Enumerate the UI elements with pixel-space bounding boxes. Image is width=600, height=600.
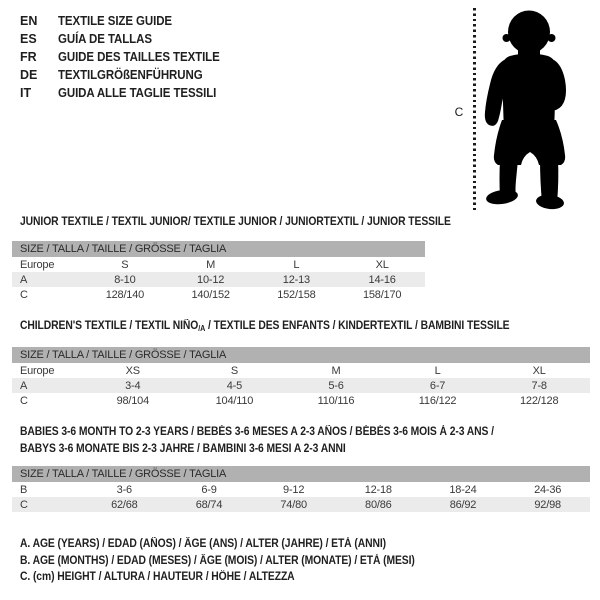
table-row [12,363,590,378]
language-code: ES [20,32,37,46]
table-row [12,378,590,393]
language-title: TEXTILE SIZE GUIDE [58,14,173,28]
language-title: GUÍA DE TALLAS [58,32,152,46]
language-title: GUIDA ALLE TAGLIE TESSILI [58,86,217,100]
table-cell: 12-18 [364,483,392,496]
table-header-label: SIZE / TALLA / TAILLE / GRÖSSE / TAGLIA [12,347,590,363]
table-row [12,287,425,302]
table-cell: S [121,258,129,271]
row-label: Europe [20,364,55,377]
section-heading-junior: JUNIOR TEXTILE / TEXTIL JUNIOR/ TEXTILE JUNIOR / JUNIORTEXTIL / JUNIOR TESSILE [20,216,451,228]
table-header-row [12,347,590,363]
language-title: GUIDE DES TAILLES TEXTILE [58,50,220,64]
language-code: EN [20,14,38,28]
table-cell: 18-24 [449,483,477,496]
section-heading-babies-line1: BABIES 3-6 MONTH TO 2-3 YEARS / BEBÉS 3-6 MESES A 2-3 AÑOS / BÉBÉS 3-6 MOIS À 2-3 ANS / [20,426,494,438]
table-cell: 62/68 [82,497,167,512]
height-measure-dotted-line [473,8,476,210]
table-cell: 104/110 [215,394,254,407]
footnote-height: C. (cm) HEIGHT / ALTURA / HAUTEUR / HÖHE / ALTEZZA [20,571,295,583]
table-cell: 98/104 [116,394,150,407]
table-cell: 68/74 [167,497,252,512]
table-row [12,257,425,272]
height-measure-label: C [454,105,464,119]
table-cell: 128/140 [105,288,145,301]
language-code: FR [20,50,37,64]
row-label: B [20,483,28,496]
table-header-row [12,466,590,482]
table-cell: M [206,258,216,271]
table-cell: 14-16 [339,272,425,287]
row-label: C [20,288,28,301]
table-header-row [12,241,425,257]
table-row [12,393,590,408]
table-header-label: SIZE / TALLA / TAILLE / GRÖSSE / TAGLIA [12,466,590,482]
table-cell: 6-9 [201,483,217,496]
table-cell: XL [532,364,546,377]
table-cell: L [434,364,441,377]
table-cell: 9-12 [283,483,305,496]
table-cell: 12-13 [254,272,340,287]
table-row [12,482,590,497]
footnote-age-years: A. AGE (YEARS) / EDAD (AÑOS) / ÂGE (ANS) / ALTER (JAHRE) / ETÀ (ANNI) [20,538,387,550]
table-cell: 8-10 [82,272,168,287]
table-cell: 116/122 [418,394,457,407]
table-cell: 92/98 [505,497,590,512]
table-cell: L [293,258,300,271]
table-cell: 24-36 [534,483,562,496]
language-title: TEXTILGRÖßENFÜHRUNG [58,68,203,82]
row-label: A [12,272,82,287]
table-cell: 3-4 [82,378,184,393]
heading-text: CHILDREN'S TEXTILE / TEXTIL NIÑO [20,320,199,332]
table-cell: 4-5 [184,378,286,393]
section-heading-children [20,320,510,333]
table-header-label: SIZE / TALLA / TAILLE / GRÖSSE / TAGLIA [12,241,425,257]
table-cell: 122/128 [520,394,559,407]
row-label: Europe [20,258,55,271]
table-cell: M [331,364,341,377]
table-cell: 74/80 [251,497,336,512]
table-cell: XL [375,258,389,271]
footnote-legend [20,536,459,586]
table-cell: S [230,364,238,377]
table-cell: 7-8 [488,378,590,393]
table-row [12,497,590,512]
table-cell: XS [125,364,140,377]
row-label: C [20,394,28,407]
table-cell: 86/92 [421,497,506,512]
junior-size-table [12,241,425,302]
table-cell: 6-7 [387,378,489,393]
table-cell: 140/152 [191,288,230,301]
children-size-table [12,347,590,408]
footnote-age-months: B. AGE (MONTHS) / EDAD (MESES) / ÂGE (MOIS) / ALTER (MONATE) / ETÀ (MESI) [20,554,415,567]
row-label: A [12,378,82,393]
table-cell: 10-12 [168,272,254,287]
table-cell: 152/158 [277,288,316,301]
language-code: IT [20,86,32,100]
heading-subscript: /A [198,324,206,333]
table-cell: 5-6 [285,378,387,393]
language-code: DE [20,68,38,82]
row-label: C [12,497,82,512]
baby-silhouette-icon [480,8,590,210]
section-heading-babies-line2: BABYS 3-6 MONATE BIS 2-3 JAHRE / BAMBINI 3-6 MESI A 2-3 ANNI [20,443,346,455]
table-cell: 80/86 [336,497,421,512]
height-figure [0,0,600,220]
heading-text: / TEXTILE DES ENFANTS / KINDERTEXTIL / BAMBINI TESSILE [205,320,510,332]
babies-size-table [12,466,590,512]
table-cell: 158/170 [362,288,402,301]
table-cell: 3-6 [116,483,132,496]
table-row [12,272,425,287]
table-cell: 110/116 [317,394,355,407]
